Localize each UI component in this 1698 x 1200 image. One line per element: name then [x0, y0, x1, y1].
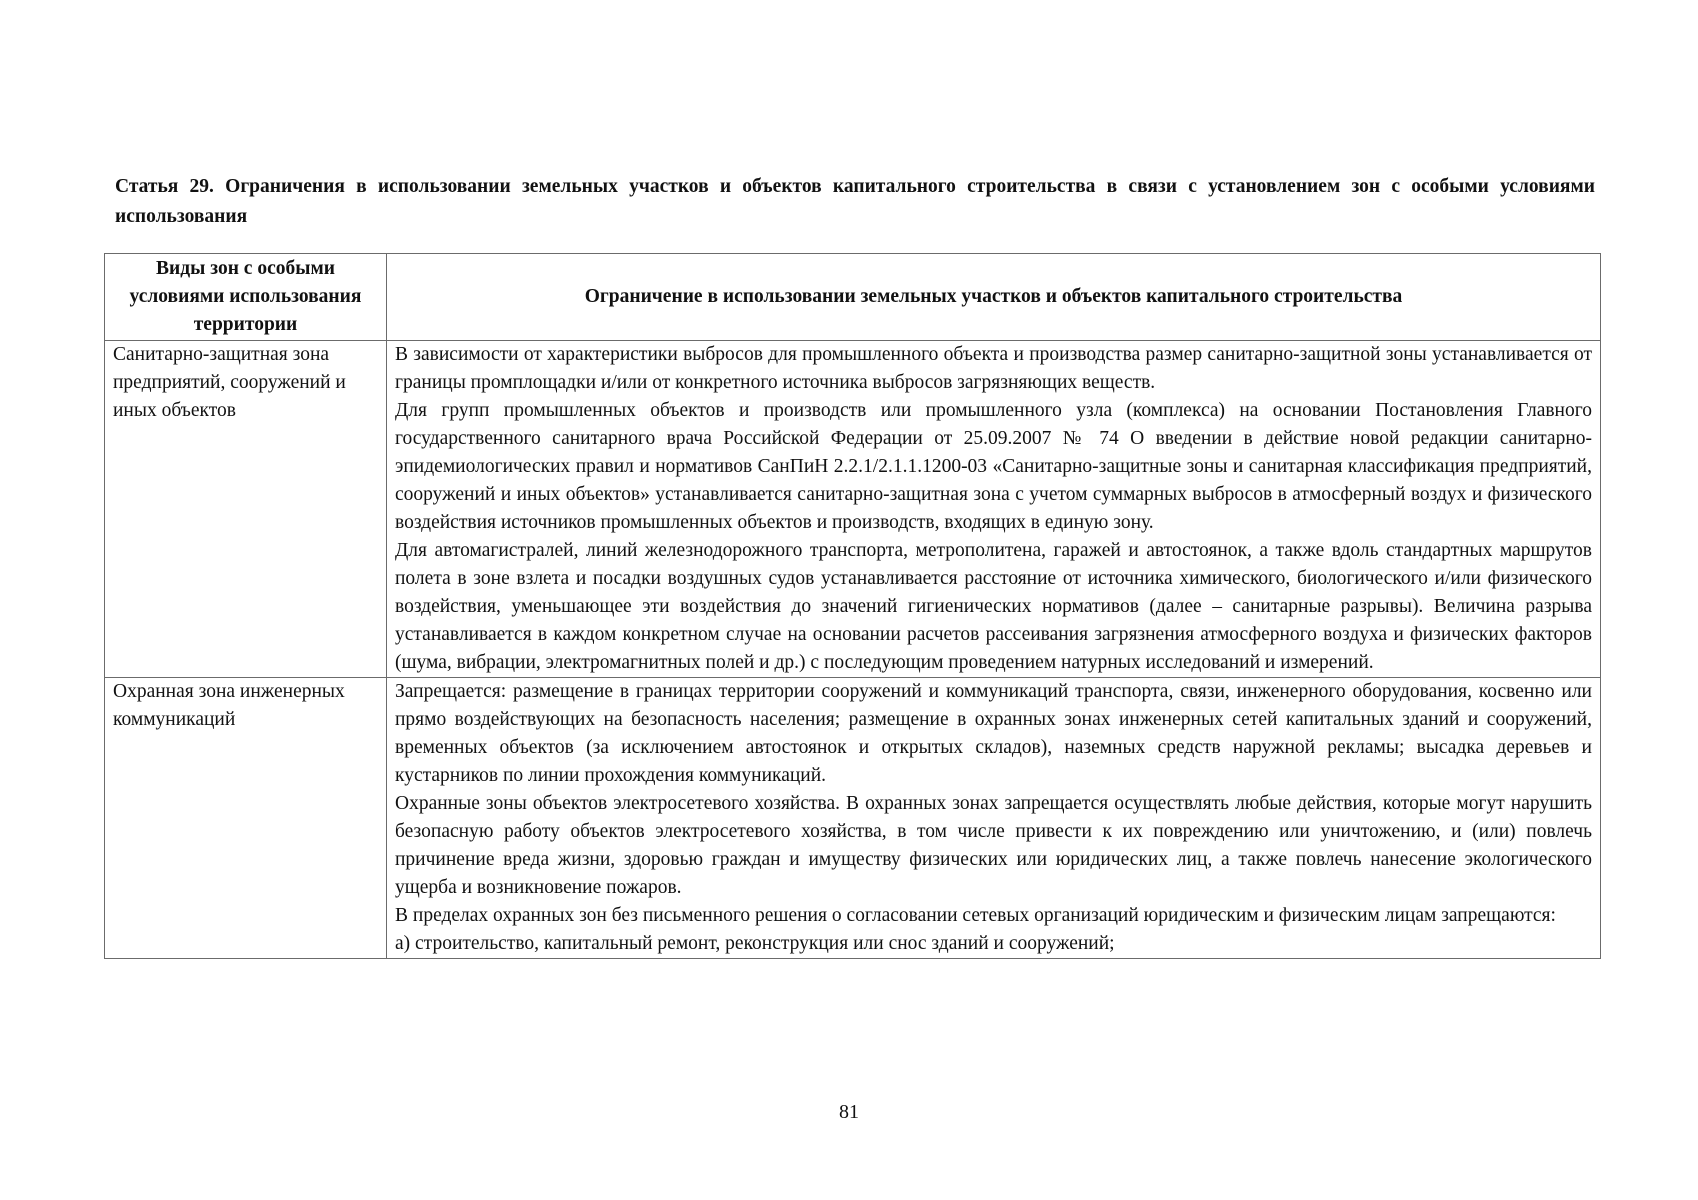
header-zone-type: Виды зон с особыми условиями использования территории [105, 254, 387, 341]
restriction-paragraph: а) строительство, капитальный ремонт, реконструкция или снос зданий и сооружений; [395, 933, 1115, 954]
table-row-engineering-zone [105, 678, 1601, 959]
restriction-paragraph: Для групп промышленных объектов и производств или промышленного узла (комплекса) на основании Постановления Главного государственного санитарного врача Российской Федерации от 25.09.2007 № 74 О введении в действие новой редакции санитарно-эпидемиологических правил и нормативов СанПиН 2.2.1/2.1.1.1200-03 «Санитарно-защитные зоны и санитарная классификация предприятий, сооружений и иных объектов» устанавливается санитарно-защитная зона с учетом суммарных выбросов в атмосферный воздух и физического воздействия источников промышленных объектов и производств, входящих в единую зону. [395, 400, 1592, 533]
restriction-cell [387, 341, 1601, 678]
article-title: Статья 29. Ограничения в использовании земельных участков и объектов капитального строительства в связи с установлением зон с особыми условиями использования [115, 176, 1595, 227]
table-header-row [105, 254, 1601, 341]
restriction-cell [387, 678, 1601, 959]
restriction-paragraph: В пределах охранных зон без письменного решения о согласовании сетевых организаций юридическим и физическим лицам запрещаются: [395, 905, 1556, 926]
page-number: 81 [839, 1101, 859, 1123]
restriction-paragraph: Для автомагистралей, линий железнодорожного транспорта, метрополитена, гаражей и автостоянок, а также вдоль стандартных маршрутов полета в зоне взлета и посадки воздушных судов устанавливается расстояние от источника химического, биологического и/или физического воздействия, уменьшающее эти воздействия до значений гигиенических нормативов (далее – санитарные разрывы). Величина разрыва устанавливается в каждом конкретном случае на основании расчетов рассеивания загрязнения атмосферного воздуха и физических факторов (шума, вибрации, электромагнитных полей и др.) с последующим проведением натурных исследований и измерений. [395, 540, 1592, 673]
restriction-paragraph: Запрещается: размещение в границах территории сооружений и коммуникаций транспорта, связи, инженерного оборудования, косвенно или прямо воздействующих на безопасность населения; размещение в охранных зонах инженерных сетей капитальных зданий и сооружений, временных объектов (за исключением автостоянок и открытых складов), наземных средств наружной рекламы; высадка деревьев и кустарников по линии прохождения коммуникаций. [395, 681, 1592, 786]
restriction-paragraph: В зависимости от характеристики выбросов для промышленного объекта и производства размер санитарно-защитной зоны устанавливается от границы промплощадки и/или от конкретного источника выбросов загрязняющих веществ. [395, 344, 1592, 393]
zone-name-cell: Охранная зона инженерных коммуникаций [105, 678, 387, 959]
header-restriction: Ограничение в использовании земельных участков и объектов капитального строительства [387, 254, 1601, 341]
restriction-paragraph: Охранные зоны объектов электросетевого хозяйства. В охранных зонах запрещается осуществлять любые действия, которые могут нарушить безопасную работу объектов электросетевого хозяйства, в том числе привести к их повреждению или уничтожению, и (или) повлечь причинение вреда жизни, здоровью граждан и имуществу физических или юридических лиц, а также повлечь нанесение экологического ущерба и возникновение пожаров. [395, 793, 1592, 898]
zone-name-cell: Санитарно-защитная зона предприятий, сооружений и иных объектов [105, 341, 387, 678]
zone-restrictions-table [104, 253, 1601, 959]
table-row-sanitary-zone [105, 341, 1601, 678]
